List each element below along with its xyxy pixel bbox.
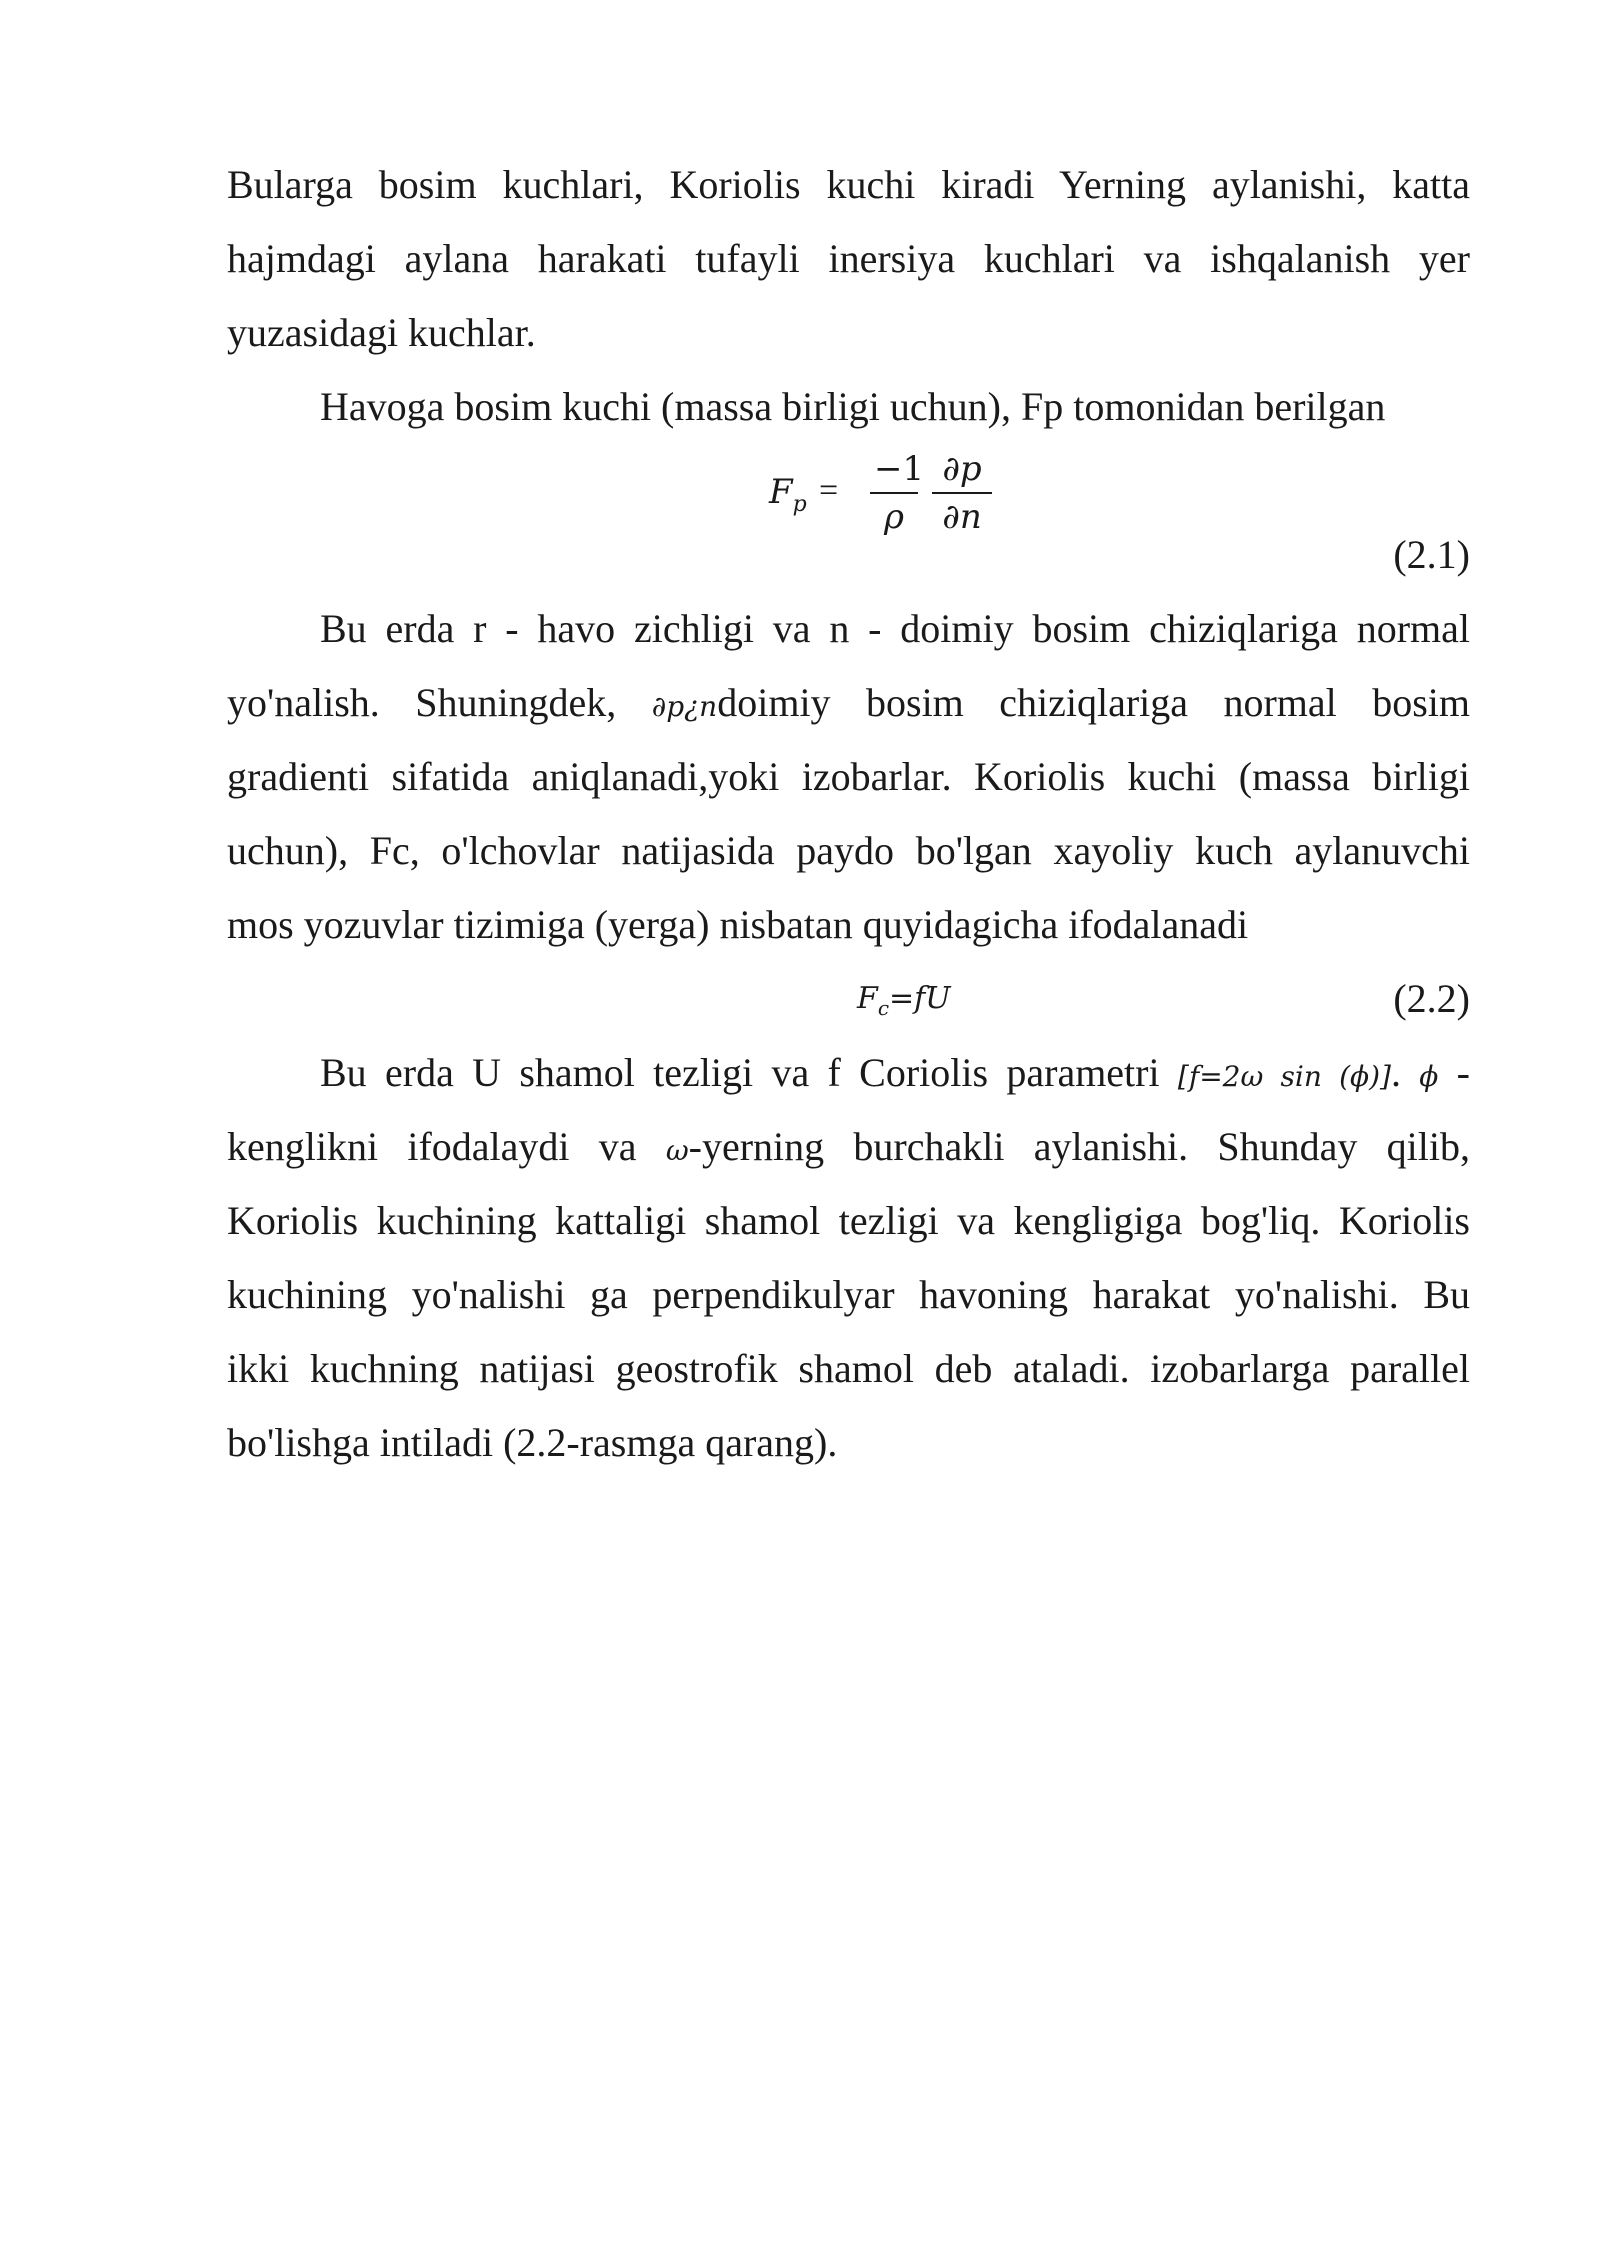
omega-symbol: ω [665,1134,689,1167]
paragraph-3-line-2: yo'nalish. Shuningdek, ∂p¿ndoimiy bosim chiziqlariga normal bosim [227,680,1470,725]
partial-p-n-math: ∂p¿n [651,690,718,723]
paragraph-4-line-5: ikki kuchning natijasi geostrofik shamol deb ataladi. izobarlarga parallel [227,1346,1470,1391]
equation-2-2 [227,962,1470,1036]
paragraph-4-line-2: kenglikni ifodalaydi va ω-yerning burchakli aylanishi. Shunday qilib, [227,1124,1470,1169]
paragraph-2-line-1: Havoga bosim kuchi (massa birligi uchun), Fp tomonidan berilgan [320,384,1386,429]
paragraph-4-line-1: Bu erda U shamol tezligi va f Coriolis parametri [f=2ω sin (ϕ)]. ϕ - [320,1050,1470,1095]
document-page [227,148,1470,1480]
eq1-number: (2.1) [1393,532,1470,577]
paragraph-3-line-4: uchun), Fc, o'lchovlar natijasida paydo bo'lgan xayoliy kuch aylanuvchi [227,828,1470,873]
paragraph-4-line-3: Koriolis kuchining kattaligi shamol tezligi va kengligiga bog'liq. Koriolis [227,1198,1470,1243]
paragraph-1-line-2: hajmdagi aylana harakati tufayli inersiya kuchlari va ishqalanish yer [227,236,1470,281]
eq1-lhs: $F_p$ [769,472,807,517]
eq1-fraction-1: −1 ρ [870,448,918,538]
phi-symbol: ϕ [1419,1060,1439,1093]
equation-2-1 [227,444,1470,592]
paragraph-1-line-3: yuzasidagi kuchlar. [227,310,536,355]
paragraph-1-line-1: Bularga bosim kuchlari, Koriolis kuchi kiradi Yerning aylanishi, katta [227,162,1470,207]
eq2-formula: $F_c=fU$ [857,981,951,1020]
eq1-fraction-2: ∂p ∂n [932,448,992,538]
eq1-equals: = [819,472,839,509]
paragraph-3-line-1: Bu erda r - havo zichligi va n - doimiy bosim chiziqlariga normal [320,606,1470,651]
coriolis-parameter-math: [f=2ω sin (ϕ)] [1177,1060,1391,1093]
eq2-number: (2.2) [1393,976,1470,1021]
paragraph-3-line-5: mos yozuvlar tizimiga (yerga) nisbatan quyidagicha ifodalanadi [227,902,1249,947]
paragraph-4-line-4: kuchining yo'nalishi ga perpendikulyar havoning harakat yo'nalishi. Bu [227,1272,1470,1317]
paragraph-4-line-6: bo'lishga intiladi (2.2-rasmga qarang). [227,1420,838,1465]
paragraph-3-line-3: gradienti sifatida aniqlanadi,yoki izobarlar. Koriolis kuchi (massa birligi [227,754,1470,799]
